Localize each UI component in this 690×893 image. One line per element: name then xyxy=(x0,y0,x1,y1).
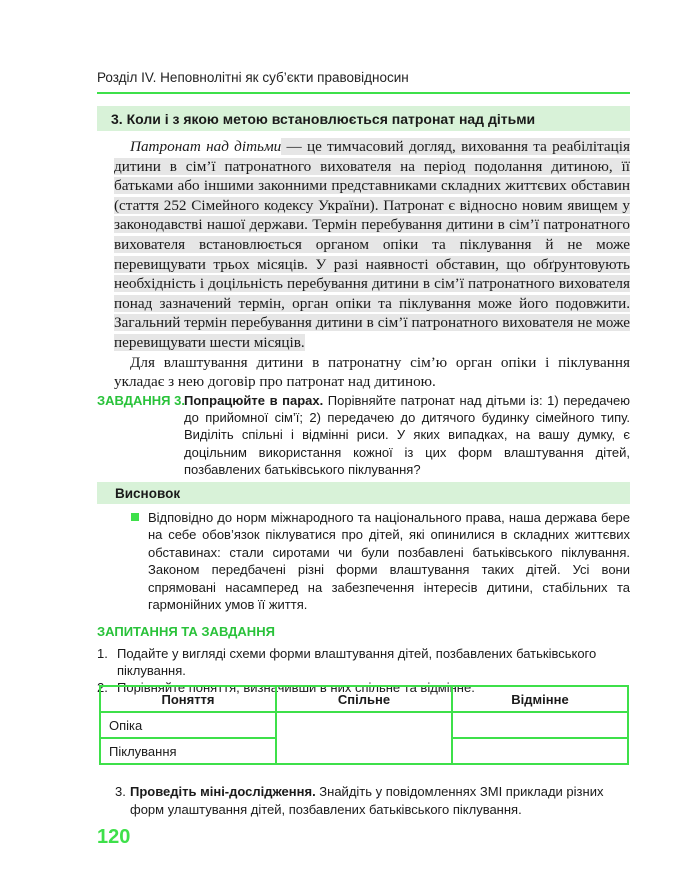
task-body xyxy=(184,392,630,478)
task-bold: Попрацюйте в парах. xyxy=(184,393,324,408)
table-cell-empty xyxy=(276,712,452,764)
task-block xyxy=(97,392,630,478)
question-rest: Знайдіть у повідомленнях ЗМІ приклади різних форм улаштування дітей, позбавлених батьківського піклування. xyxy=(130,784,604,817)
table-header-cell: Поняття xyxy=(100,686,276,712)
conclusion-bar xyxy=(97,482,630,504)
table-cell: Опіка xyxy=(100,712,276,738)
paragraph-1-body: — це тимчасовий догляд, виховання та реабілітація дитини в сім’ї патронатного вихователя на період подолання дитиною, її батьками або іншими законними представниками складних життєвих обставин (стаття 252 Сімейного кодексу України). Патронат є відносно новим явищем у законодавстві нашої держави. Термін перебування дитини в сім’ї патронатного вихователя встановлюється органом опіки та піклування й не може перевищувати трьох місяців. У разі наявності обставин, що обґрунтовують необхідність і доцільність перебування дитини в сім’ї патронатного вихователя понад зазначений термін, орган опіки та піклування може його подовжити. Загальний термін перебування дитини в сім’ї патронатного вихователя не може перевищувати шести місяців. xyxy=(114,138,630,351)
conclusion-title: Висновок xyxy=(115,485,181,501)
term-patronage: Патронат над дітьми xyxy=(130,138,282,155)
questions-heading: ЗАПИТАННЯ ТА ЗАВДАННЯ xyxy=(97,624,275,639)
table-row xyxy=(100,712,628,738)
task-label: ЗАВДАННЯ 3. xyxy=(97,393,185,408)
question-number: 2. xyxy=(97,680,108,695)
question-bold: Проведіть міні-дослідження. xyxy=(130,784,316,799)
table-cell-empty xyxy=(452,738,628,764)
question-text: Порівняйте поняття, визначивши в них спільне та відмінне. xyxy=(117,680,475,695)
question-text xyxy=(130,783,630,818)
table-header-cell: Спільне xyxy=(276,686,452,712)
running-header: Розділ IV. Неповнолітні як суб’єкти правовідносин xyxy=(97,70,409,85)
page-number: 120 xyxy=(97,826,131,848)
question-number: 3. xyxy=(115,784,126,799)
table-cell: Піклування xyxy=(100,738,276,764)
section-title: 3. Коли і з якою метою встановлюється патронат над дітьми xyxy=(111,110,536,127)
question-number: 1. xyxy=(97,646,108,661)
bullet-square-icon xyxy=(131,513,139,521)
question-item-3 xyxy=(97,783,630,818)
section-title-bar xyxy=(97,106,630,131)
table-header-row xyxy=(100,686,628,712)
paragraph-1 xyxy=(114,137,630,353)
conclusion-text: Відповідно до норм міжнародного та національного права, наша держава бере на себе обов’язок піклуватися про дітей, які опинилися в складних життєвих обставинах: стали сиротами чи були позбавлені батьківського піклування. Законом передбачені різні форми влаштування таких дітей. Усі вони спрямовані насамперед на забезпечення інтересів дитини, стабільних та гармонійних умов її життя. xyxy=(148,510,630,613)
task-rest: Порівняйте патронат над дітьми із: 1) передачею до прийомної сім’ї; 2) передачею до дитячого будинку сімейного типу. Виділіть спільні і відмінні риси. У яких випадках, на вашу думку, є доцільним використання кожної із цих форм влаштування дітей, позбавлених батьківського піклування? xyxy=(184,393,630,477)
header-rule xyxy=(97,92,630,94)
paragraph-2: Для влаштування дитини в патронатну сім’ю орган опіки і піклування укладає з нею договір про патронат над дитиною. xyxy=(114,353,630,391)
table-cell-empty xyxy=(452,712,628,738)
main-text xyxy=(114,137,630,392)
question-text: Подайте у вигляді схеми форми влаштування дітей, позбавлених батьківського піклування. xyxy=(117,646,597,678)
question-item xyxy=(97,645,630,679)
table-header-cell: Відмінне xyxy=(452,686,628,712)
comparison-table xyxy=(99,685,629,765)
